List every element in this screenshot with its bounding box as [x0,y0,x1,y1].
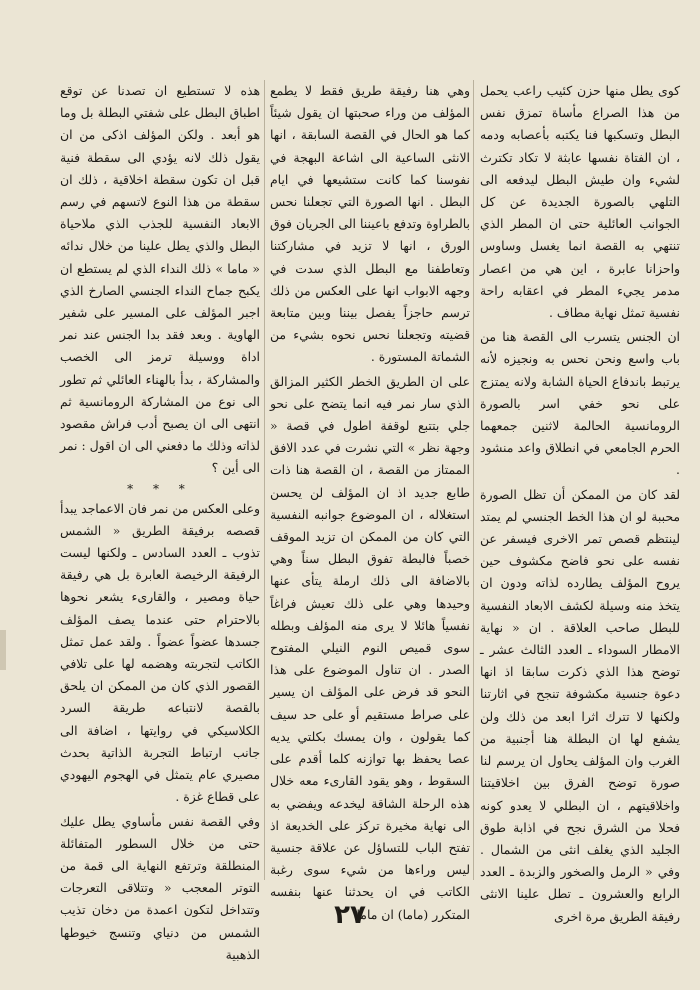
column-divider [264,80,265,880]
binding-shadow [0,630,6,670]
paragraph: وعلى العكس من نمر فان الاعماجد يبدأ قصصه برفيقة الطريق « الشمس تذوب ـ العدد السادس ـ ولكنها ليست الرفيقة الرخيصة العابرة بل هي رفيقة حياة ومصير ، والقارىء يشعر نحوها بالاحترام حتى عندما يصف المؤلف جسدها عضواً عضواً . ولقد عمل تمثل الكاتب لتجربته وهضمه لها على تلافي القصور الذي كان من الممكن ان يلحق بالقصة لانتباعه طريقة السرد الكلاسيكي في روايتها ، اضافة الى جانب ارتباط التجربة الذاتية بحدث مصيري عام يتمثل في الهجوم اليهودي على قطاع غزة . [60,500,260,805]
paragraph: كوى يطل منها حزن كئيب راعب يحمل من هذا الصراع مأساة تمزق نفس البطل وتسكبها فنا يكتبه بأعصابه ودمه ، ان الفتاة نفسها عابثة لا تكاد تكترث لشيء وان طيش البطل ليدفعه الى التلهي بالصورة الجديدة عن كل الجوانب العائلية حتى ان المطر الذي تنتهي به القصة انما يغسل وساوس واحزانا عابرة ، اين هي من اعصار مدمر يجيء المطر في اعقابه راحة نفسية تمثل نهاية مطاف . [480,83,680,321]
paragraph: ان الجنس يتسرب الى القصة هنا من باب واسع ونحن نحس به ونجيزه لأنه يرتبط باندفاع الحياة الشابة ولانه يمتزج على نحو خفي اسر بالصورة الرومانسية الحالمة لاثنين جمعهما الحرم الجامعي في انطلاق واعد منشود . [480,329,680,478]
paragraph: على ان الطريق الخطر الكثير المزالق الذي سار نمر فيه انما يتضح على نحو جلي بتتبع لوقفة اطول في قصة « وجهة نظر » التي نشرت في عدد الافق الممتاز من القصة ، ان القصة هنا ذات طابع جديد اذ ان المؤلف لن يحسن استغلاله ، ان الموضوع جوانبه النفسية التي كان من الممكن ان تزيد الموقف خصباً فالبطة تفوق البطل سناً وهي بالاضافة الى ذلك ارملة يتأى عنها وحيدها وهي على ذلك تعيش فراغاً نفسياً هائلا لا يرى منه المؤلف وبطله سوى قميص النوم النيلي المفتوح الصدر . ان تناول الموضوع على هذا النحو قد فرض على المؤلف ان يسير على صراط مستقيم أو على حد سيف كما يقولون ، وان يمسك بكلتي يديه عصا يحفظ بها توازنه كلما أقدم على السقوط ، وهو يقود القارىء معه خلال هذه الرحلة الشاقة ليخدعه ويفضي به الى نهاية مخيرة تركز على الخديعة اذ تفتح الباب للتساؤل عن علاقة جنسية ليس وراءها من شيء سوى رغبة الكاتب في ان يحدثنا عنها بنفسه المتكرر (ماما) ان ماما [270,373,470,922]
paragraph: وهي هنا رفيقة طريق فقط لا يطمع المؤلف من وراء صحبتها ان يقول شيئاً كما هو الحال في القصة السابقة ، انها الانثى الساعية الى اشاعة البهجة في نفوسنا كما كانت ستشيعها في ايام البطل . انها الصورة التي تجعلنا نحس بالطراوة وتدفع باعيننا الى الجريان فوق الورق ، انها لا تزيد في مشاركتنا وتعاطفنا مع البطل الذي سدت في وجهه الابواب انها على العكس من ذلك ترسم حاجزاً يفصل بيننا وبين متابعة قضيته وتجعلنا نحس نحوه بشيء من الشماتة المستورة . [270,83,470,365]
page-number: ٢٧ [334,900,366,930]
text-column-right [480,80,680,924]
section-break: * * * [127,481,193,496]
paragraph: هذه لا تستطيع ان تصدنا عن توقع اطباق البطل على شفتي البطلة بل وما هو أبعد . ولكن المؤلف اذكى من ان يقول ذلك لانه يؤدي الى سقطة فنية قبل ان تكون سقطة اخلاقية ، ذلك ان سقطة من هذا النوع لاتسهم في رسم الابعاد النفسية للجذب الذي ملاحياة البطل والذي يطل علينا من خلال ندائه « ماما » ذلك النداء الذي لم يستطع ان يكبح جماح النداء الجنسي الصارخ الذي اجبر المؤلف على المسير على شفير الهاوية . وبعد فقد بدا الجنس عند نمر اداة ووسيلة ترمز الى الخصب والمشاركة ، بدأ بالهناء العائلي ثم تطور الى نوع من المشاركة الرومانسية ثم انتهى الى ان يصبح أدب فراش مقصود لذاته وذلك ما دفعني الى ان اقول : نمر الى أين ؟ [60,83,260,476]
column-divider [473,80,474,880]
text-column-left [60,80,260,962]
paragraph: لقد كان من الممكن أن تظل الصورة محببة لو ان هذا الخط الجنسي لم يمتد لينتظم قصص تمر الاخرى فيسفر عن نفسه على نحو فاضح مكشوف حين يروح المؤلف يطارده لذاته ودون ان يتخذ منه وسيلة لكشف الابعاد النفسية للبطل صاحب العلاقة . ان « نهاية الامطار السوداء ـ العدد الثالث عشر ـ توضح هذا الذي ذكرت سابقا اذ انها دعوة جنسية مكشوفة تنجح في اثارتنا ولكنها لا تترك اثرا ابعد من ذلك ولن يشفع لها ان البطلة هنا أجنبية من الغرب وان المؤلف يحاول ان يرسم لنا صورة توضح الفرق بين اخلاقيتنا واخلاقيتهم ، ان البطلي لا يعدو كونه فحلا من الشرق نجح في اذابة طوق الجليد الذي يغلف انثى من الشمال . وفي « الرمل والصخور والزبدة ـ العدد الرابع والعشرون ـ تطل علينا الانثى رفيقة الطريق مرة اخرى [480,486,680,924]
paragraph: وفي القصة نفس مأساوي يطل عليك حتى من خلال السطور المتفائلة المنطلقة وترتفع النهاية الى قمة من التوتر المعجب « وتتلاقى التعرجات وتتداخل لتكون اعمدة من دخان تذيب الشمس من دنياي وتنسج خيوطها الذهبية [60,813,260,962]
